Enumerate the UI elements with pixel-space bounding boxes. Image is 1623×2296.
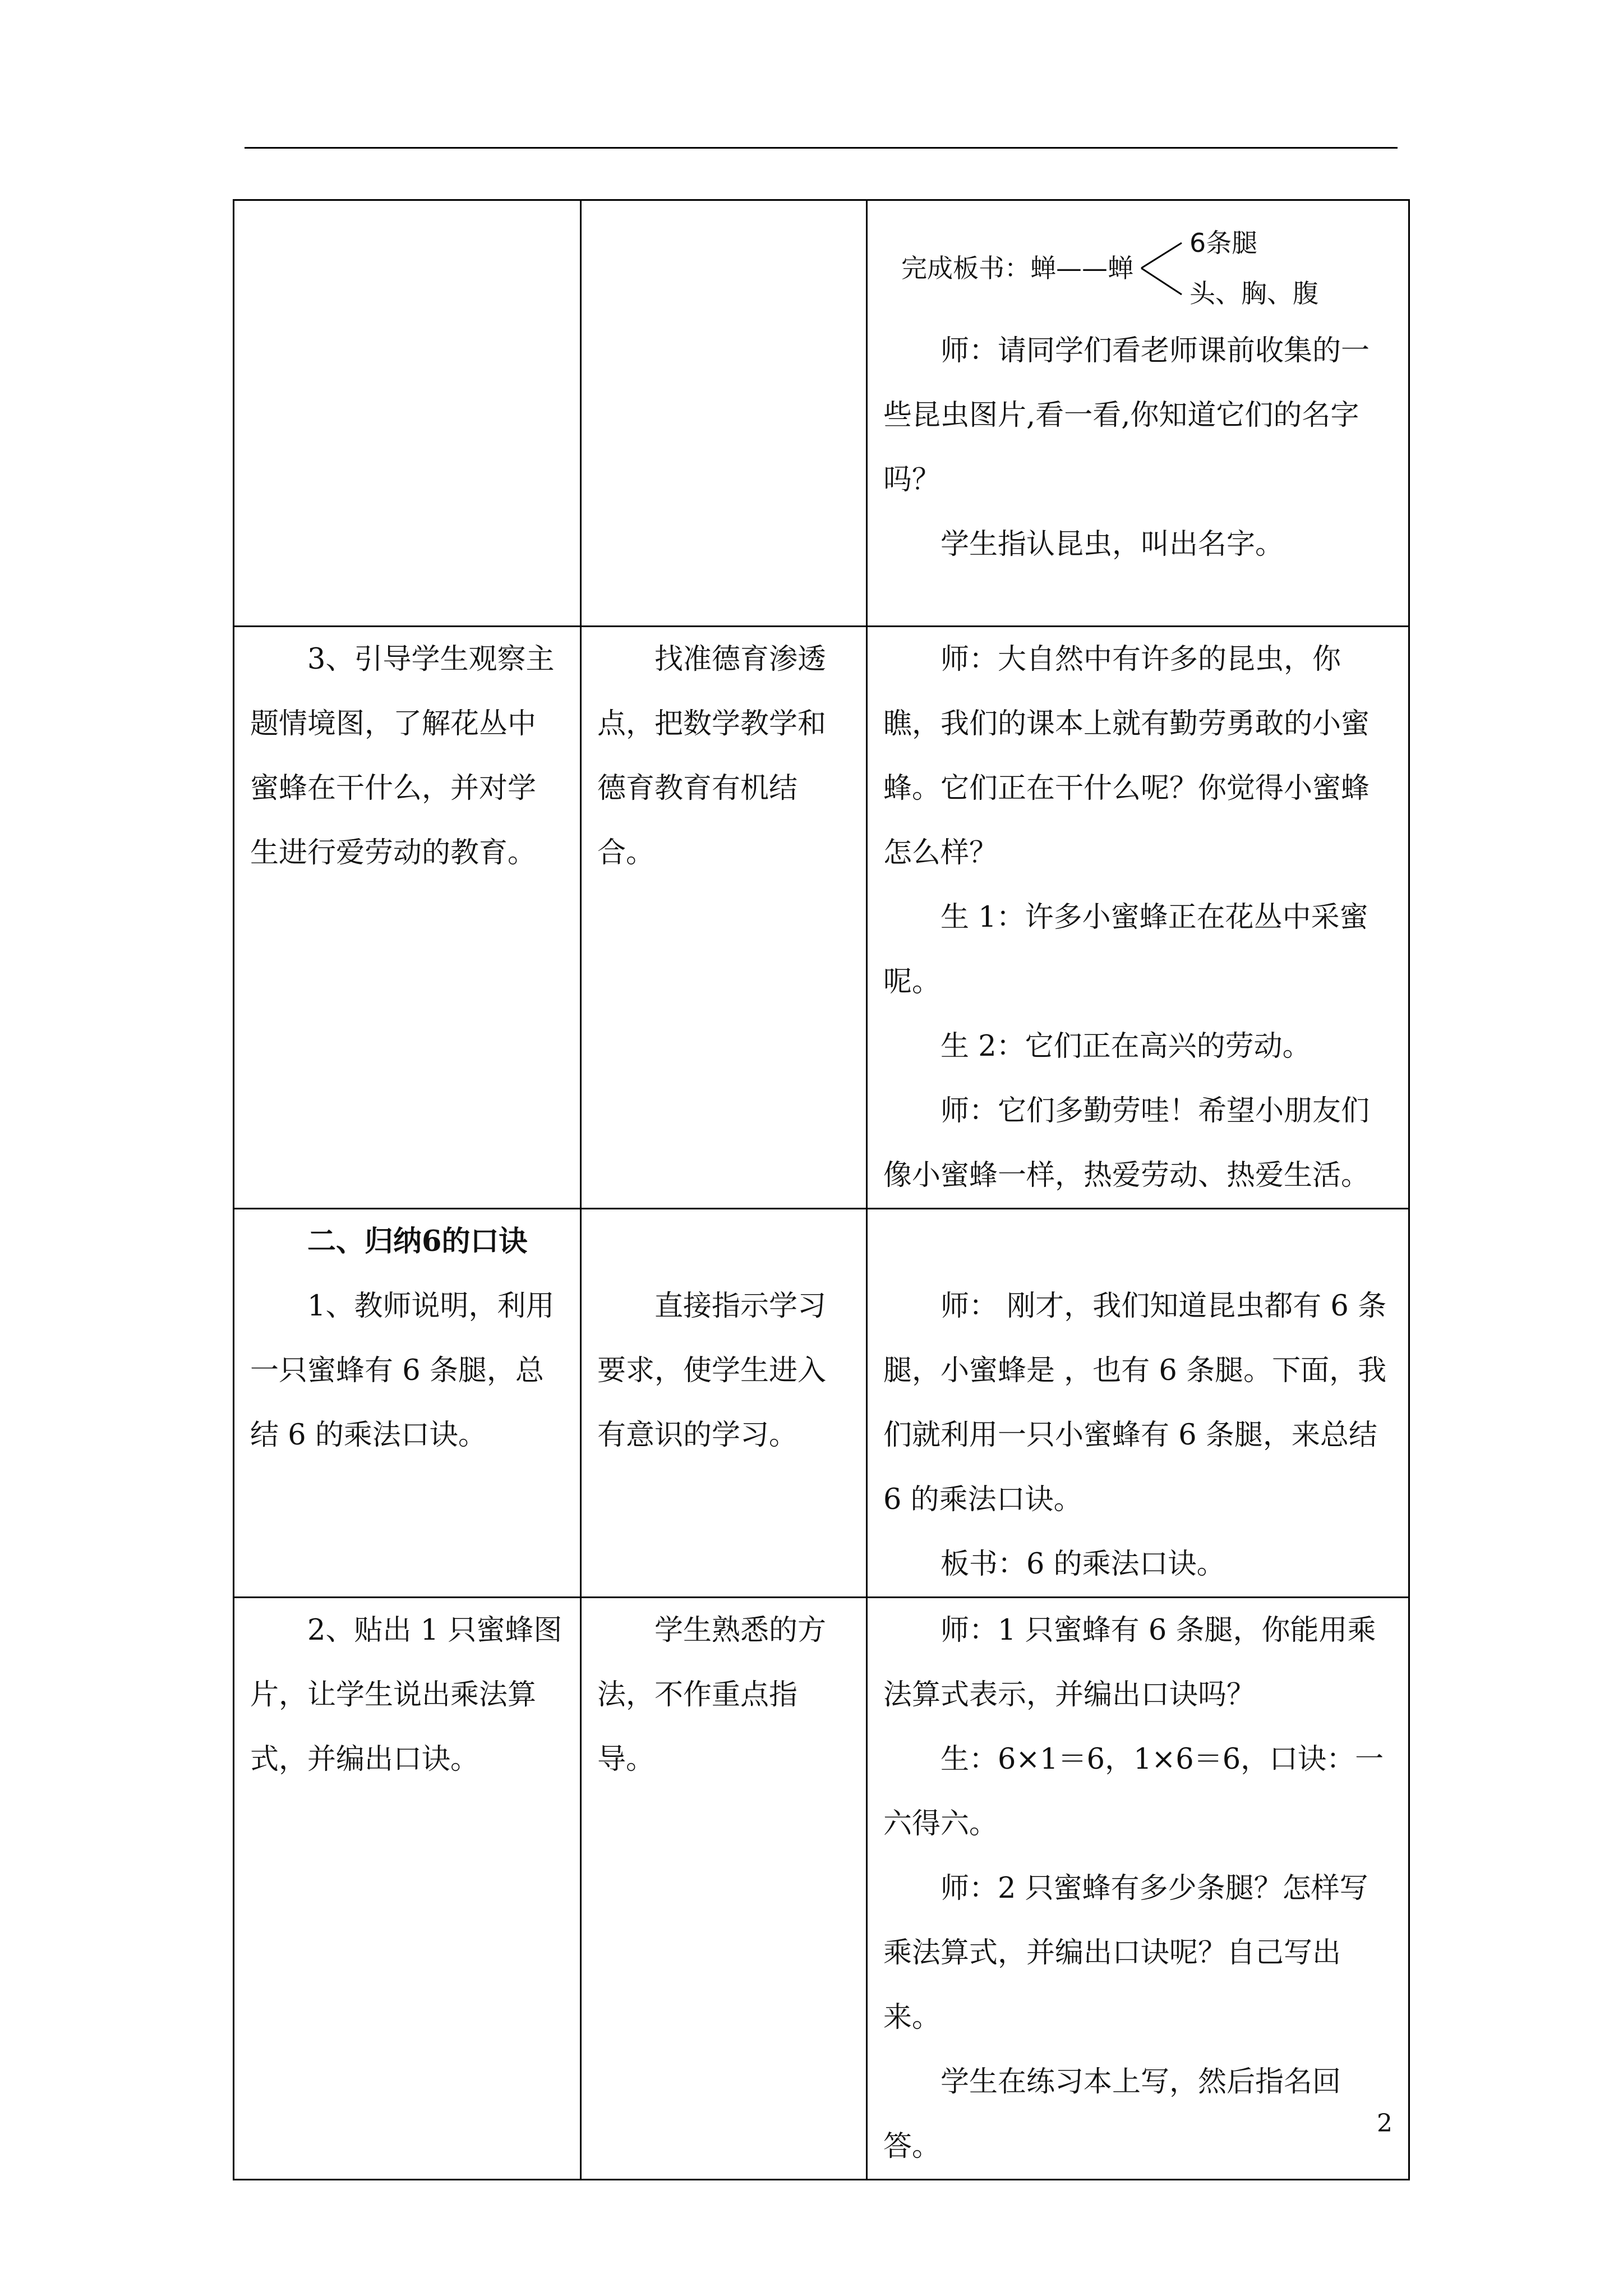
activity-cell xyxy=(867,1598,1409,2180)
process-cell xyxy=(234,1598,581,2180)
process-cell xyxy=(234,1209,581,1598)
intent-cell xyxy=(581,200,867,627)
paragraph: 1、教师说明，利用一只蜜蜂有 6 条腿，总结 6 的乘法口诀。 xyxy=(250,1290,555,1452)
board-diagram xyxy=(901,223,1393,313)
paragraph: 生：6×1＝6，1×6＝6，口诀：一六得六。 xyxy=(883,1743,1384,1841)
activity-cell xyxy=(867,1209,1409,1598)
intent-cell xyxy=(581,627,867,1209)
board-label: 完成板书：蝉——蝉 xyxy=(901,252,1133,283)
intent-cell xyxy=(581,1209,867,1598)
paragraph: 找准德育渗透点，把数学教学和德育教育有机结合。 xyxy=(597,643,827,869)
spacer xyxy=(883,1209,1393,1274)
paragraph: 3、引导学生观察主题情境图，了解花丛中蜜蜂在干什么，并对学生进行爱劳动的教育。 xyxy=(250,643,555,869)
paragraph: 直接指示学习要求，使学生进入有意识的学习。 xyxy=(597,1290,827,1452)
process-cell xyxy=(234,200,581,627)
table-row xyxy=(234,1598,1409,2180)
page-number: 2 xyxy=(1377,2109,1393,2138)
paragraph: 师：请同学们看老师课前收集的一些昆虫图片,看一看,你知道它们的名字吗？ xyxy=(883,334,1370,496)
intent-cell xyxy=(581,1598,867,2180)
paragraph: 师： 刚才，我们知道昆虫都有 6 条腿，小蜜蜂是 ，也有 6 条腿。下面，我们就利用一只小蜜蜂有 6 条腿，来总结 6 的乘法口诀。 xyxy=(883,1290,1387,1516)
board-branch-body: 头、胸、腹 xyxy=(1189,278,1318,309)
activity-cell xyxy=(867,627,1409,1209)
lesson-plan-table xyxy=(233,199,1410,2180)
paragraph: 生 1：许多小蜜蜂正在花丛中采蜜呢。 xyxy=(883,901,1368,999)
branch-lines xyxy=(1139,226,1184,310)
paragraph: 学生熟悉的方法，不作重点指导。 xyxy=(597,1614,827,1776)
process-cell xyxy=(234,627,581,1209)
paragraph: 师：大自然中有许多的昆虫，你瞧，我们的课本上就有勤劳勇敢的小蜜蜂。它们正在干什么呢？你觉得小蜜蜂怎么样？ xyxy=(883,643,1370,869)
paragraph: 学生在练习本上写，然后指名回答。 xyxy=(883,2065,1341,2163)
spacer xyxy=(597,1209,850,1274)
header-rule xyxy=(245,147,1398,149)
table-row xyxy=(234,1209,1409,1598)
table-row xyxy=(234,627,1409,1209)
board-branch-legs: 6条腿 xyxy=(1189,228,1258,258)
paragraph: 师：2 只蜜蜂有多少条腿？怎样写乘法算式，并编出口诀呢？自己写出来。 xyxy=(883,1872,1368,2034)
paragraph: 生 2：它们正在高兴的劳动。 xyxy=(940,1030,1311,1063)
activity-cell xyxy=(867,200,1409,627)
paragraph: 2、贴出 1 只蜜蜂图片，让学生说出乘法算式，并编出口诀。 xyxy=(250,1614,562,1776)
paragraph: 学生指认昆虫，叫出名字。 xyxy=(940,528,1284,561)
section-heading: 二、归纳6的口诀 xyxy=(307,1225,528,1258)
paragraph: 师：它们多勤劳哇！希望小朋友们像小蜜蜂一样，热爱劳动、热爱生活。 xyxy=(883,1094,1370,1192)
table-row xyxy=(234,200,1409,627)
paragraph: 板书：6 的乘法口诀。 xyxy=(940,1548,1225,1581)
paragraph: 师：1 只蜜蜂有 6 条腿，你能用乘法算式表示，并编出口诀吗？ xyxy=(883,1614,1376,1711)
